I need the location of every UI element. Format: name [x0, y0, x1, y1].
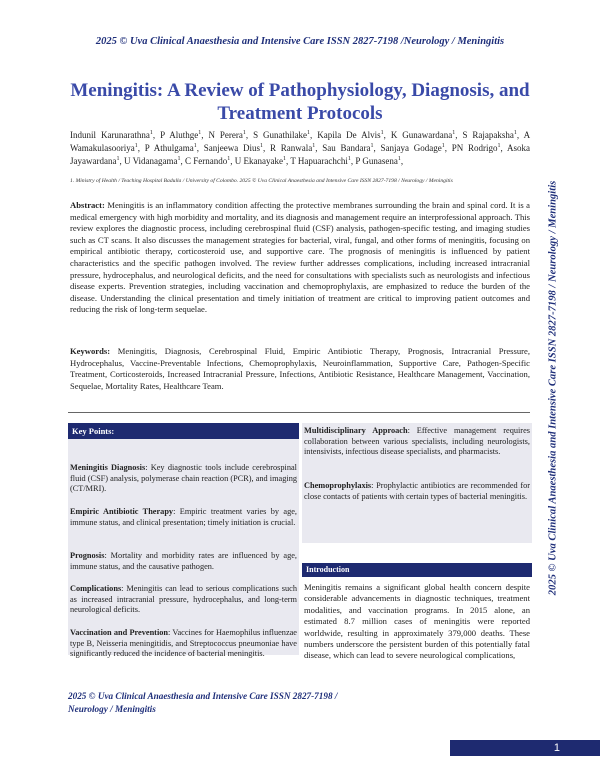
- author-name: PN Rodrigo$^1$: [451, 143, 501, 153]
- abstract-label: Abstract:: [70, 200, 105, 210]
- author-affiliation-mark: 1: [149, 130, 153, 136]
- author-affiliation-mark: 1: [198, 130, 202, 136]
- author-name: N Perera$^1$: [208, 130, 246, 140]
- author-name: P Gunasena$^1$: [355, 156, 401, 166]
- key-point-item: [70, 628, 297, 660]
- author-affiliation-mark: 1: [312, 143, 316, 149]
- introduction-heading: Introduction: [302, 563, 532, 577]
- author-name: Indunil Karunarathna$^1$: [70, 130, 153, 140]
- author-name: Sanjaya Godage$^1$: [380, 143, 445, 153]
- author-affiliation-mark: 1: [134, 143, 138, 149]
- introduction-text: Meningitis remains a significant global health concern despite considerable advancements in diagnostic techniques, treatment modalities, and vaccination programs. In 2015 alone, an estimated 8.7 million cases of meningitis were reported worldwide, resulting in approximately 379,000 deaths. These numbers underscore the persistent burden of this potentially fatal disease, which can lead to severe neurological complications,: [304, 582, 530, 661]
- key-point-item: [304, 426, 530, 458]
- key-point-label: Complications: [70, 584, 122, 593]
- author-affiliation-mark: 1: [242, 130, 246, 136]
- author-affiliation-mark: 1: [177, 156, 181, 162]
- key-point-text: : Empiric treatment varies by age, immune status, and clinical presentation; timely initiation is crucial.: [70, 507, 297, 527]
- key-point-label: Empiric Antibiotic Therapy: [70, 507, 174, 516]
- author-affiliation-mark: 1: [380, 130, 384, 136]
- affiliation: 1. Ministry of Health / Teaching Hospital Badulla / University of Colombo. 2025 © Uva Clinical Anaesthesia and Intensive Care ISSN 2827-7198 / Neurology / Meningitis: [70, 178, 453, 184]
- author-name: Asoka Jayawardana$^1$: [70, 143, 531, 166]
- key-point-text: : Vaccines for Haemophilus influenzae type B, Neisseria meningitidis, and Streptococcus pneumoniae have significantly reduced the incidence of bacterial meningitis.: [70, 628, 297, 659]
- author-affiliation-mark: 1: [259, 143, 263, 149]
- key-point-text: : Effective management requires collaboration between various specialists, including neurologists, intensivists, infectious disease specialists, and pharmacists.: [304, 426, 530, 457]
- key-points-box: [68, 423, 299, 655]
- author-name: C Fernando$^1$: [185, 156, 231, 166]
- key-point-item: [70, 551, 297, 572]
- key-point-label: Multidisciplinary Approach: [304, 426, 408, 435]
- key-point-item: [304, 481, 530, 502]
- author-affiliation-mark: 1: [370, 143, 374, 149]
- author-affiliation-mark: 1: [307, 130, 311, 136]
- key-point-label: Vaccination and Prevention: [70, 628, 169, 637]
- keywords-text: Meningitis, Diagnosis, Cerebrospinal Fluid, Empiric Antibiotic Therapy, Prognosis, Intracranial Pressure, Hydrocephalus, Vaccine-Preventable Infections, Chemoprophylaxis, Neuroinflammation, Supportive Care, Pathogen-Specific Treatment, Corticosteroids, Increased Intracranial Pressure, Infections, Antibiotic Resistance, Healthcare Management, Vaccination, Sequelae, Mortality Rates, Healthcare Team.: [70, 346, 530, 391]
- key-point-item: [70, 584, 297, 616]
- author-name: U Vidanagama$^1$: [123, 156, 181, 166]
- author-name: P Athulgama$^1$: [144, 143, 197, 153]
- section-divider: [68, 412, 530, 413]
- author-name: Kapila De Alvis$^1$: [317, 130, 384, 140]
- author-name: T Hapuarachchi$^1$: [290, 156, 351, 166]
- author-name: Sau Bandara$^1$: [322, 143, 374, 153]
- author-list: Indunil Karunarathna$^1$, P Aluthge$^1$, N Perera$^1$, S Gunathilake$^1$, Kapila De Alvis$^1$, K Gunawardana$^1$, S Rajapaksha$^1$, A Wamakulasooriya$^1$, P Athulgama$^1$, Sanjeewa Dius$^1$, R Ranwala$^1$, Sau Bandara$^1$, Sanjaya Godage$^1$, PN Rodrigo$^1$, Asoka Jayawardana$^1$, U Vidanagama$^1$, C Fernando$^1$, U Ekanayake$^1$, T Hapuarachchi$^1$, P Gunasena$^1$,: [70, 130, 531, 166]
- key-point-item: [70, 463, 297, 495]
- abstract: [70, 200, 530, 316]
- key-point-text: : Mortality and morbidity rates are influenced by age, immune status, and the causative pathogen.: [70, 551, 297, 571]
- side-banner-text: 2025 © Uva Clinical Anaesthesia and Intensive Care ISSN 2827-7198 / Neurology / Meningitis: [547, 180, 558, 596]
- keywords-label: Keywords:: [70, 346, 111, 356]
- author-affiliation-mark: 1: [283, 156, 286, 162]
- journal-header: 2025 © Uva Clinical Anaesthesia and Intensive Care ISSN 2827-7198 /Neurology / Meningitis: [95, 36, 505, 47]
- author-affiliation-mark: 1: [452, 130, 456, 136]
- author-name: P Aluthge$^1$: [160, 130, 202, 140]
- author-name: S Rajapaksha$^1$: [462, 130, 517, 140]
- key-point-label: Chemoprophylaxis: [304, 481, 372, 490]
- key-point-text: : Prophylactic antibiotics are recommended for close contacts of patients with certain types of bacterial meningitis.: [304, 481, 530, 501]
- key-point-label: Meningitis Diagnosis: [70, 463, 146, 472]
- footer-line: Neurology / Meningitis: [68, 704, 156, 714]
- author-affiliation-mark: 1: [513, 130, 517, 136]
- abstract-text: Meningitis is an inflammatory condition affecting the protective membranes surrounding the brain and spinal cord. It is a medical emergency with high morbidity and mortality, and its diagnosis and management require an interprofessional approach. This review explores the diagnostic process, including cerebrospinal fluid (CSF) analysis, pathogen-specific testing, and imaging studies such as CT scans. It also discusses the management strategies for bacterial, viral, fungal, and other forms of meningitis, focusing on empirical antibiotic therapy, corticosteroid use, and supportive care. The prognosis of meningitis is influenced by patient characteristics and the specific pathogen involved. The review further addresses complications, including increased intracranial pressure, hydrocephalus, and neurological deficits, and the need for consultations with specialists such as neurologists and infectious disease experts. Prevention strategies, including vaccination and chemoprophylaxis, are emphasized to reduce the burden of the disease. Understanding the clinical presentation and timely initiation of treatment are critical to improving patient outcomes and reducing the risk of long-term sequelae.: [70, 200, 530, 315]
- author-affiliation-mark: 1: [193, 143, 197, 149]
- author-name: A Wamakulasooriya$^1$: [70, 130, 531, 153]
- keywords: [70, 346, 530, 392]
- key-points-heading: Key Points:: [68, 423, 299, 439]
- author-affiliation-mark: 1: [397, 156, 401, 162]
- side-banner: [530, 118, 575, 658]
- author-name: S Gunathilake$^1$: [253, 130, 311, 140]
- author-name: Sanjeewa Dius$^1$: [203, 143, 263, 153]
- author-affiliation-mark: 1: [347, 156, 351, 162]
- author-name: K Gunawardana$^1$: [390, 130, 456, 140]
- author-name: U Ekanayake$^1$: [234, 156, 286, 166]
- author-affiliation-mark: 1: [116, 156, 120, 162]
- author-name: R Ranwala$^1$: [269, 143, 316, 153]
- key-point-label: Prognosis: [70, 551, 105, 560]
- key-point-text: : Key diagnostic tools include cerebrospinal fluid (CSF) analysis, polymerase chain reaction (PCR), and imaging (CT/MRI).: [70, 463, 297, 494]
- key-point-text: : Meningitis can lead to serious complications such as increased intracranial pressure, hydrocephalus, and long-term neurological deficits.: [70, 584, 297, 615]
- author-affiliation-mark: 1: [441, 143, 445, 149]
- page-number: 1: [450, 740, 600, 756]
- footer-line: 2025 © Uva Clinical Anaesthesia and Intensive Care ISSN 2827-7198 /: [68, 691, 338, 701]
- key-point-item: [70, 507, 297, 528]
- author-affiliation-mark: 1: [497, 143, 501, 149]
- article-title: Meningitis: A Review of Pathophysiology, Diagnosis, and Treatment Protocols: [70, 80, 530, 124]
- journal-footer: [68, 690, 368, 716]
- author-affiliation-mark: 1: [227, 156, 231, 162]
